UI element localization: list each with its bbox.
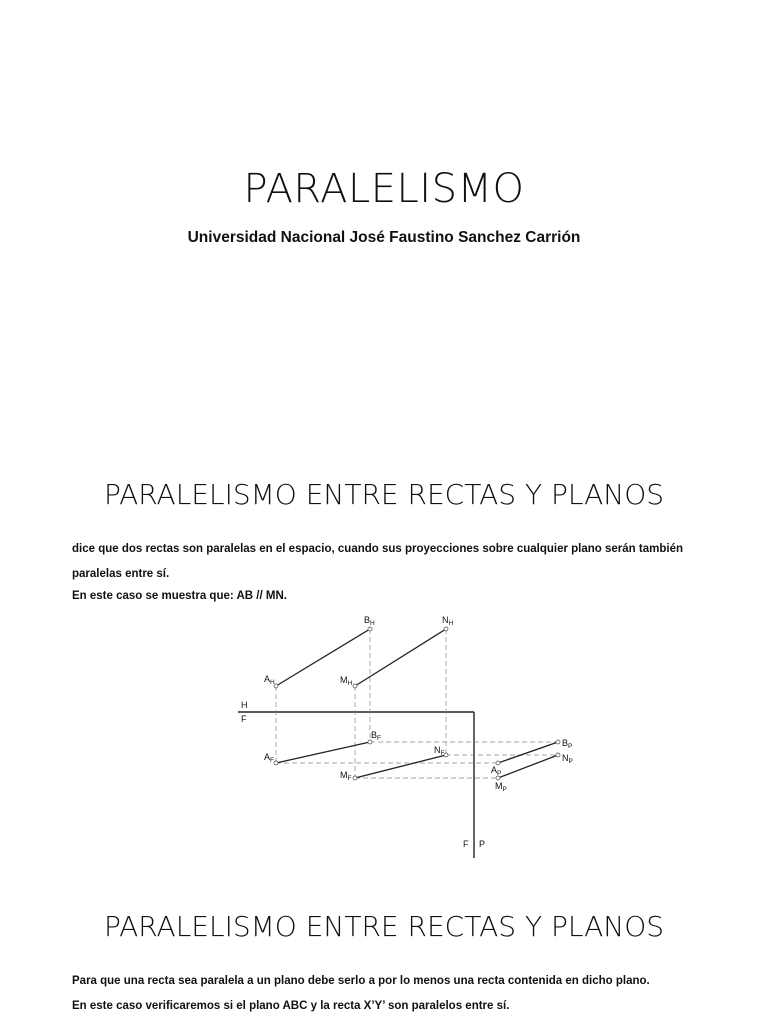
label-f-bottom: F [463, 839, 469, 849]
page-subtitle: Universidad Nacional José Faustino Sanchez Carrión [187, 229, 581, 246]
text-line: dice que dos rectas son paralelas en el espacio, cuando sus proyecciones sobre cualquier plano serán también [72, 543, 683, 555]
label-mh: $M_H$ [340, 675, 353, 687]
parallel-lines-diagram [228, 612, 573, 860]
text-line: En este caso verificaremos si el plano ABC y la recta X’Y’ son paralelos entre sí. [72, 1000, 510, 1012]
label-ap: $A_P$ [491, 765, 502, 777]
label-np: $N_P$ [562, 753, 573, 765]
section-text-2 [72, 969, 732, 1019]
label-ah: $A_H$ [264, 674, 275, 686]
label-bf: $B_F$ [371, 730, 381, 742]
label-nh: $N_H$ [442, 615, 454, 627]
text-line: paralelas entre sí. [72, 568, 170, 580]
label-h: H [241, 700, 248, 710]
page-title: PARALELISMO [243, 166, 525, 212]
label-f: F [241, 714, 247, 724]
label-mp: $M_P$ [495, 781, 507, 793]
label-p: P [479, 839, 486, 849]
section-text-1 [72, 537, 732, 609]
section-title-2: PARALELISMO ENTRE RECTAS Y PLANOS [103, 910, 665, 943]
label-af: $A_F$ [264, 752, 274, 764]
section-title-1: PARALELISMO ENTRE RECTAS Y PLANOS [103, 478, 665, 511]
label-bp: $B_P$ [562, 738, 573, 750]
label-mf: $M_F$ [340, 770, 352, 782]
label-bh: $B_H$ [364, 615, 375, 627]
label-nf: $N_F$ [434, 745, 445, 757]
text-line: En este caso se muestra que: AB // MN. [72, 590, 287, 602]
text-line: Para que una recta sea paralela a un plano debe serlo a por lo menos una recta contenida en dicho plano. [72, 975, 650, 987]
